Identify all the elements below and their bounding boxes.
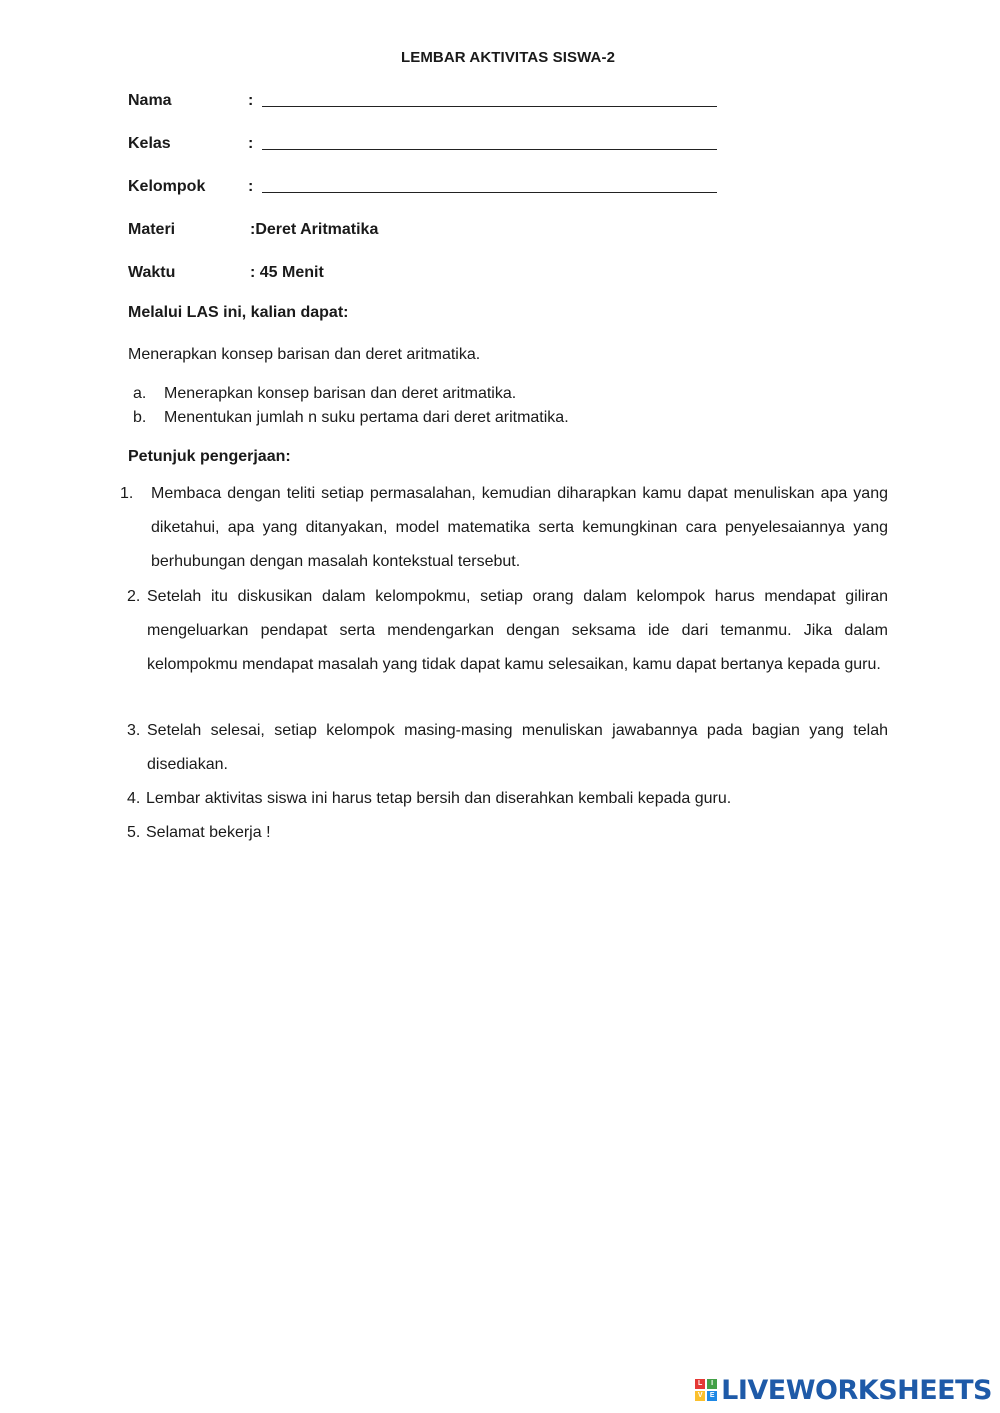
field-label: Kelompok <box>128 178 206 195</box>
list-marker: 5. <box>127 824 141 841</box>
logo-letter: E <box>707 1391 717 1401</box>
page-title: LEMBAR AKTIVITAS SISWA-2 <box>400 49 616 66</box>
instruction-text: Lembar aktivitas siswa ini harus tetap bersih dan diserahkan kembali kepada guru. <box>146 790 732 807</box>
liveworksheets-logo <box>695 1375 992 1405</box>
instruction-item <box>127 580 888 682</box>
objectives-intro: Menerapkan konsep barisan dan deret aritmatika. <box>128 346 481 363</box>
list-text: Menerapkan konsep barisan dan deret aritmatika. <box>164 385 517 402</box>
instruction-item <box>127 714 888 782</box>
field-colon: : <box>248 135 254 152</box>
instruction-item <box>127 816 746 850</box>
logo-letter: I <box>707 1379 717 1389</box>
instruction-item <box>120 477 888 579</box>
list-marker: 4. <box>127 790 141 807</box>
kelompok-input-line[interactable] <box>262 192 717 193</box>
nama-input-line[interactable] <box>262 106 717 107</box>
field-value: :Deret Aritmatika <box>250 221 379 238</box>
field-label: Waktu <box>128 264 176 281</box>
field-label: Nama <box>128 92 172 109</box>
list-marker: a. <box>133 385 147 402</box>
objectives-heading: Melalui LAS ini, kalian dapat: <box>128 304 349 321</box>
instruction-text: Selamat bekerja ! <box>146 824 271 841</box>
logo-blocks-icon <box>695 1379 717 1401</box>
field-value: : 45 Menit <box>250 264 324 281</box>
field-colon: : <box>248 178 254 195</box>
instruction-text: Setelah selesai, setiap kelompok masing-masing menuliskan jawabannya pada bagian yang telah disediakan. <box>147 722 888 773</box>
list-marker: 1. <box>120 485 134 502</box>
logo-letter: V <box>695 1391 705 1401</box>
instructions-heading: Petunjuk pengerjaan: <box>128 448 291 465</box>
logo-text: LIVEWORKSHEETS <box>721 1374 992 1406</box>
list-marker: b. <box>133 409 147 426</box>
kelas-input-line[interactable] <box>262 149 717 150</box>
list-text: Menentukan jumlah n suku pertama dari deret aritmatika. <box>164 409 569 426</box>
list-marker: 3. <box>127 722 141 739</box>
list-marker: 2. <box>127 588 141 605</box>
field-colon: : <box>248 92 254 109</box>
instruction-text: Membaca dengan teliti setiap permasalahan, kemudian diharapkan kamu dapat menuliskan apa yang diketahui, apa yang ditanyakan, model matematika serta kemungkinan cara penyelesaiannya yang berhubungan dengan masalah kontekstual tersebut. <box>151 485 888 570</box>
instruction-text: Setelah itu diskusikan dalam kelompokmu, setiap orang dalam kelompok harus mendapat giliran mengeluarkan pendapat serta mendengarkan dengan seksama ide dari temanmu. Jika dalam kelompokmu mendapat masalah yang tidak dapat kamu selesaikan, kamu dapat bertanya kepada guru. <box>147 588 888 673</box>
logo-letter: L <box>695 1379 705 1389</box>
field-label: Kelas <box>128 135 171 152</box>
field-label: Materi <box>128 221 176 238</box>
instruction-item <box>127 782 906 816</box>
